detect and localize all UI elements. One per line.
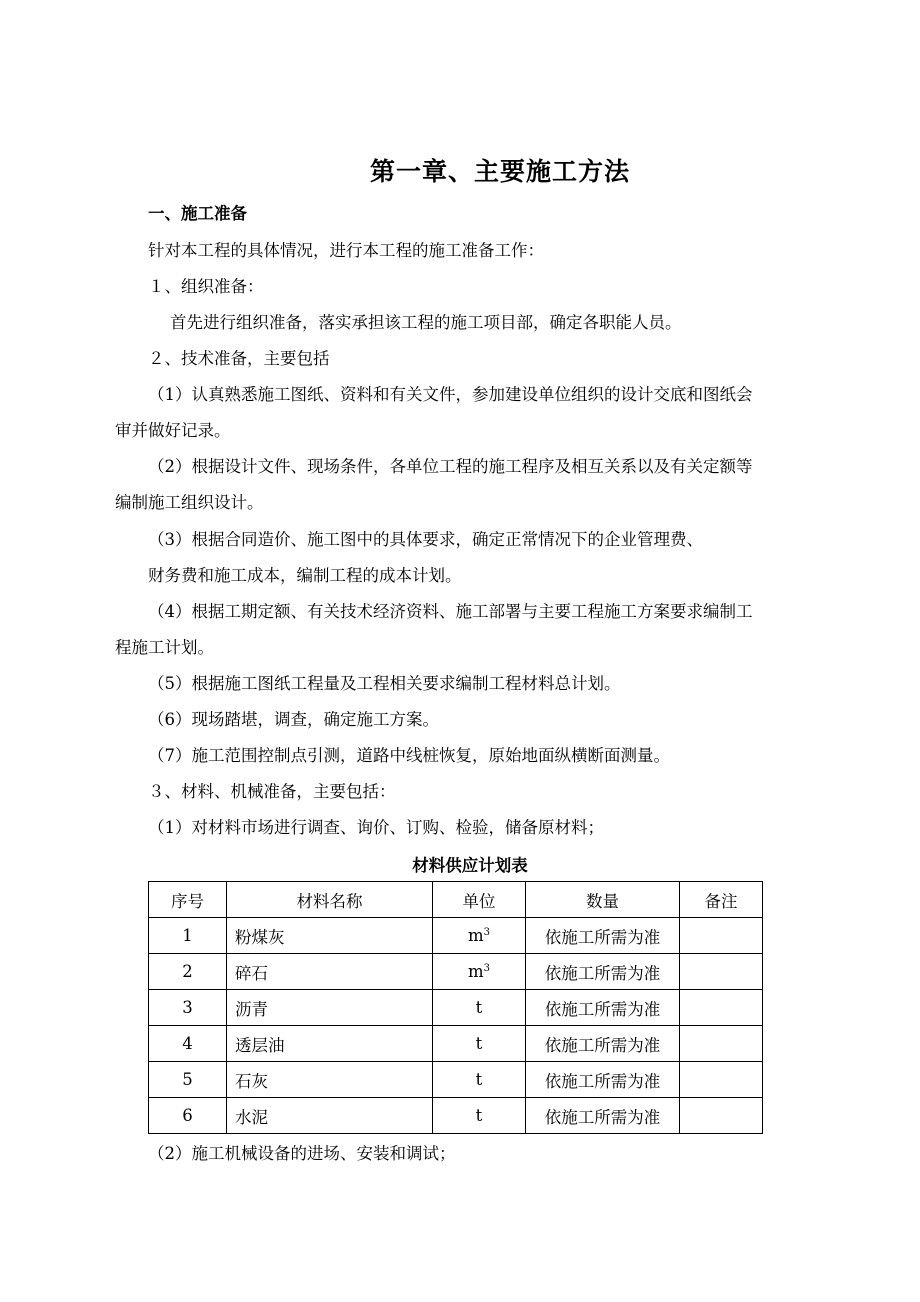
unit-text: m xyxy=(467,926,484,945)
unit-superscript: 3 xyxy=(483,927,491,938)
intro-paragraph: 针对本工程的具体情况，进行本工程的施工准备工作： xyxy=(148,241,544,260)
unit-superscript: 3 xyxy=(483,963,491,974)
unit-text: t xyxy=(475,1070,483,1089)
section-heading: 一、施工准备 xyxy=(148,204,247,223)
cell-no: 4 xyxy=(149,1026,227,1062)
table-row xyxy=(149,1026,763,1062)
unit-text: t xyxy=(475,1034,483,1053)
cell-note xyxy=(680,1062,763,1098)
cell-note xyxy=(680,918,763,954)
unit-text: t xyxy=(475,998,483,1017)
material-item-2: （2）施工机械设备的进场、安装和调试； xyxy=(148,1144,456,1163)
table-row xyxy=(149,954,763,990)
cell-note xyxy=(680,1098,763,1134)
table-row xyxy=(149,1098,763,1134)
tech-item-3-line-1: （3）根据合同造价、施工图中的具体要求，确定正常情况下的企业管理费、 xyxy=(148,530,703,549)
header-note: 备注 xyxy=(680,882,763,918)
header-no: 序号 xyxy=(149,882,227,918)
material-supply-table xyxy=(148,881,763,1134)
cell-unit xyxy=(433,990,526,1026)
tech-item-2-line-1: （2）根据设计文件、现场条件，各单位工程的施工程序及相互关系以及有关定额等 xyxy=(148,457,753,476)
cell-no: 1 xyxy=(149,918,227,954)
cell-name: 沥青 xyxy=(227,990,433,1026)
material-item-1: （1）对材料市场进行调查、询价、订购、检验，储备原材料； xyxy=(148,818,604,837)
tech-item-5: （5）根据施工图纸工程量及工程相关要求编制工程材料总计划。 xyxy=(148,674,621,693)
cell-no: 6 xyxy=(149,1098,227,1134)
cell-no: 3 xyxy=(149,990,227,1026)
tech-item-3-line-2: 财务费和施工成本，编制工程的成本计划。 xyxy=(148,566,462,585)
org-prep-label: １、组织准备： xyxy=(148,277,264,296)
header-name: 材料名称 xyxy=(227,882,433,918)
header-unit: 单位 xyxy=(433,882,526,918)
tech-item-1-line-1: （1）认真熟悉施工图纸、资料和有关文件，参加建设单位组织的设计交底和图纸会 xyxy=(148,385,753,404)
cell-qty: 依施工所需为准 xyxy=(526,954,680,990)
material-prep-label: ３、材料、机械准备，主要包括： xyxy=(148,782,396,801)
cell-note xyxy=(680,1026,763,1062)
cell-qty: 依施工所需为准 xyxy=(526,1098,680,1134)
unit-text: m xyxy=(467,962,484,981)
table-caption: 材料供应计划表 xyxy=(412,856,528,875)
tech-item-7: （7）施工范围控制点引测，道路中线桩恢复，原始地面纵横断面测量。 xyxy=(148,746,670,765)
tech-item-2-line-2: 编制施工组织设计。 xyxy=(115,493,264,512)
cell-note xyxy=(680,990,763,1026)
cell-qty: 依施工所需为准 xyxy=(526,918,680,954)
cell-name: 石灰 xyxy=(227,1062,433,1098)
tech-item-4-line-1: （4）根据工期定额、有关技术经济资料、施工部署与主要工程施工方案要求编制工 xyxy=(148,602,753,621)
cell-unit xyxy=(433,1062,526,1098)
unit-text: t xyxy=(475,1106,483,1125)
cell-name: 透层油 xyxy=(227,1026,433,1062)
cell-no: 2 xyxy=(149,954,227,990)
org-prep-text: 首先进行组织准备，落实承担该工程的施工项目部，确定各职能人员。 xyxy=(170,313,682,332)
cell-name: 粉煤灰 xyxy=(227,918,433,954)
header-qty: 数量 xyxy=(526,882,680,918)
cell-qty: 依施工所需为准 xyxy=(526,1062,680,1098)
table-row xyxy=(149,918,763,954)
cell-qty: 依施工所需为准 xyxy=(526,990,680,1026)
tech-item-1-line-2: 审并做好记录。 xyxy=(115,421,231,440)
chapter-title: 第一章、主要施工方法 xyxy=(369,157,630,186)
cell-no: 5 xyxy=(149,1062,227,1098)
cell-unit xyxy=(433,954,526,990)
tech-item-6: （6）现场踏堪，调查，确定施工方案。 xyxy=(148,710,439,729)
cell-name: 碎石 xyxy=(227,954,433,990)
cell-qty: 依施工所需为准 xyxy=(526,1026,680,1062)
cell-note xyxy=(680,954,763,990)
cell-unit xyxy=(433,1098,526,1134)
cell-unit xyxy=(433,918,526,954)
table-header-row xyxy=(149,882,763,918)
table-row xyxy=(149,1062,763,1098)
table-row xyxy=(149,990,763,1026)
cell-unit xyxy=(433,1026,526,1062)
tech-prep-label: ２、技术准备，主要包括 xyxy=(148,349,330,368)
tech-item-4-line-2: 程施工计划。 xyxy=(115,638,214,657)
cell-name: 水泥 xyxy=(227,1098,433,1134)
